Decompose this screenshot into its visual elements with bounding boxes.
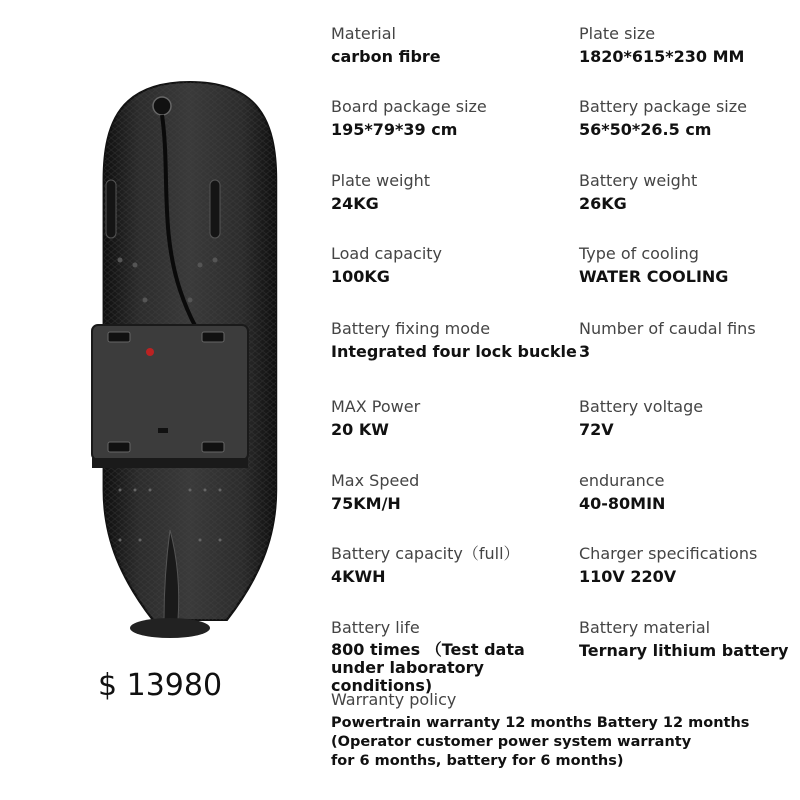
spec-value: 26KG xyxy=(579,194,627,213)
spec-label: Battery package size xyxy=(579,97,747,116)
spec-value: 56*50*26.5 cm xyxy=(579,120,712,139)
spec-board-package-size xyxy=(331,97,561,140)
spec-plate-size xyxy=(579,24,800,67)
spec-label: Material xyxy=(331,24,396,43)
spec-label: Battery fixing mode xyxy=(331,319,491,338)
warranty-label: Warranty policy xyxy=(331,690,457,709)
cable-port xyxy=(153,97,171,115)
spec-number-of-caudal-fins xyxy=(579,319,800,362)
warranty-policy xyxy=(331,690,791,771)
spec-label: Load capacity xyxy=(331,244,443,263)
battery-plate xyxy=(92,325,248,460)
spec-label: Battery voltage xyxy=(579,397,704,416)
spec-label: Max Speed xyxy=(331,471,420,490)
spec-type-of-cooling xyxy=(579,244,800,287)
warranty-line: Powertrain warranty 12 months Battery 12 months xyxy=(331,715,750,731)
spec-value: WATER COOLING xyxy=(579,267,729,286)
spec-value: 20 KW xyxy=(331,420,389,439)
warranty-line: (Operator customer power system warranty xyxy=(331,734,692,750)
spec-label: MAX Power xyxy=(331,397,421,416)
spec-max-power xyxy=(331,397,561,440)
spec-value: 800 times （Test data under laboratory conditions) xyxy=(331,640,525,695)
price-label: $ 13980 xyxy=(98,668,223,703)
spec-label: Charger specifications xyxy=(579,544,758,563)
left-handle xyxy=(106,180,116,238)
spec-material xyxy=(331,24,561,67)
spec-label: Number of caudal fins xyxy=(579,319,756,338)
spec-label: Battery weight xyxy=(579,171,698,190)
spec-battery-package-size xyxy=(579,97,800,140)
spec-value: 40-80MIN xyxy=(579,494,666,513)
warranty-line: for 6 months, battery for 6 months) xyxy=(331,753,624,769)
spec-value: 75KM/H xyxy=(331,494,401,513)
spec-value: 4KWH xyxy=(331,567,386,586)
spec-label: Board package size xyxy=(331,97,487,116)
spec-battery-material xyxy=(579,618,800,661)
spec-battery-life xyxy=(331,618,561,695)
spec-value: 24KG xyxy=(331,194,379,213)
spec-label: Plate size xyxy=(579,24,656,43)
spec-value: 100KG xyxy=(331,267,390,286)
spec-battery-voltage xyxy=(579,397,800,440)
spec-load-capacity xyxy=(331,244,561,287)
spec-max-speed xyxy=(331,471,561,514)
product-image-surfboard xyxy=(60,60,320,650)
spec-battery-weight xyxy=(579,171,800,214)
warranty-text xyxy=(331,714,791,771)
spec-value: carbon fibre xyxy=(331,47,441,66)
spec-value: 72V xyxy=(579,420,614,439)
spec-label: Battery life xyxy=(331,618,420,637)
right-handle xyxy=(210,180,220,238)
spec-label: Battery material xyxy=(579,618,711,637)
spec-battery-capacity xyxy=(331,544,561,587)
spec-charger-specifications xyxy=(579,544,800,587)
spec-label: endurance xyxy=(579,471,665,490)
spec-value: 195*79*39 cm xyxy=(331,120,458,139)
spec-plate-weight xyxy=(331,171,561,214)
spec-battery-fixing-mode xyxy=(331,319,577,362)
spec-value: 1820*615*230 MM xyxy=(579,47,745,66)
spec-value: Integrated four lock buckle xyxy=(331,342,577,361)
spec-label: Battery capacity（full） xyxy=(331,544,520,563)
spec-endurance xyxy=(579,471,800,514)
spec-value: 110V 220V xyxy=(579,567,677,586)
surfboard-illustration xyxy=(60,60,320,650)
spec-value: 3 xyxy=(579,342,591,361)
spec-value: Ternary lithium battery xyxy=(579,641,789,660)
spec-label: Plate weight xyxy=(331,171,431,190)
spec-label: Type of cooling xyxy=(579,244,699,263)
